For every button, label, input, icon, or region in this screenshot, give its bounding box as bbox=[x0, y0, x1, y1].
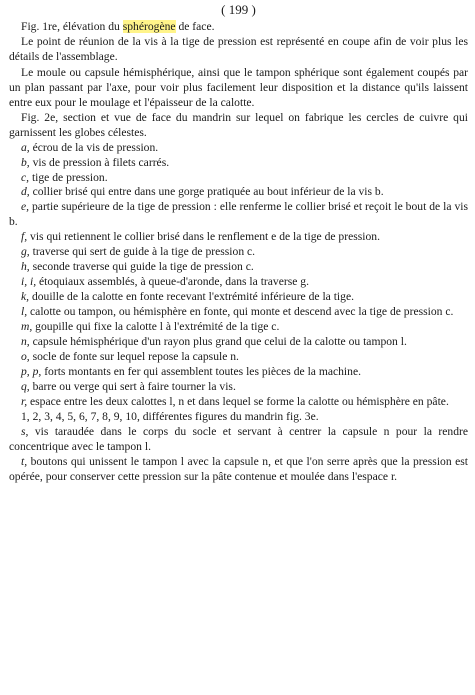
legend-letter: t, bbox=[21, 454, 28, 468]
legend-description: écrou de la vis de pression. bbox=[29, 140, 159, 154]
legend-description: barre ou verge qui sert à faire tourner la vis. bbox=[29, 379, 236, 393]
legend-letter: a, bbox=[21, 140, 30, 154]
legend-item bbox=[9, 425, 468, 455]
page-number: ( 199 ) bbox=[221, 2, 256, 17]
legend-description: goupille qui fixe la calotte l à l'extrémité de la tige c. bbox=[32, 320, 280, 334]
legend-item bbox=[9, 245, 468, 260]
legend-item bbox=[9, 141, 468, 156]
legend-letter: c, bbox=[21, 170, 30, 184]
legend-description: traverse qui sert de guide à la tige de pression c. bbox=[29, 245, 256, 259]
paragraph-moule: Le moule ou capsule hémisphérique, ainsi que le tampon sphérique sont également coupés par un plan passant par l'axe, pour voir plus facilement leur disposition et la distance qu'ils laissent entre eux pour le moulage et l'épaisseur de la calotte. bbox=[9, 65, 468, 109]
legend-description: étoquiaux assemblés, à queue-d'aronde, dans la traverse g. bbox=[36, 275, 309, 289]
legend-item bbox=[9, 156, 468, 171]
legend-letter: k, bbox=[21, 290, 30, 304]
legend-letter: m, bbox=[21, 320, 33, 334]
legend-letter: p, p, bbox=[21, 364, 42, 378]
legend-item bbox=[9, 320, 468, 335]
legend-description: vis qui retiennent le collier brisé dans le renflement e de la tige de pression. bbox=[27, 230, 380, 244]
legend-item bbox=[9, 275, 468, 290]
paragraph-fig2: Fig. 2e, section et vue de face du mandrin sur lequel on fabrique les cercles de cuivre qui garnissent les globes célestes. bbox=[9, 110, 468, 139]
legend-item bbox=[9, 350, 468, 365]
legend-description: vis taraudée dans le corps du socle et servant à centrer la capsule n pour la rendre concentrique avec le tampon l. bbox=[9, 424, 468, 453]
legend-description: seconde traverse qui guide la tige de pression c. bbox=[29, 260, 254, 274]
legend-letter: f, bbox=[21, 230, 28, 244]
highlighted-word: sphérogène bbox=[122, 20, 176, 33]
legend-description: espace entre les deux calottes l, n et dans lequel se forme la calotte ou hémisphère en pâte. bbox=[27, 394, 449, 408]
legend-item bbox=[9, 305, 468, 320]
legend-letter: o, bbox=[21, 349, 30, 363]
legend-description: collier brisé qui entre dans une gorge pratiquée au bout inférieur de la vis b. bbox=[29, 185, 384, 199]
legend-description: partie supérieure de la tige de pression : elle renferme le collier brisé et reçoit le bout de la vis b. bbox=[9, 200, 468, 229]
legend-letter: q, bbox=[21, 379, 30, 393]
legend-letter: b, bbox=[21, 155, 30, 169]
legend-item bbox=[9, 260, 468, 275]
fig1-caption bbox=[9, 20, 468, 35]
legend-letter: h, bbox=[21, 260, 30, 274]
legend-letter: l, bbox=[21, 305, 28, 319]
legend-item bbox=[9, 200, 468, 230]
legend-list bbox=[9, 141, 468, 410]
legend-description: douille de la calotte en fonte recevant l'extrémité inférieure de la tige. bbox=[29, 290, 354, 304]
legend-letter: e, bbox=[21, 200, 30, 214]
legend-item bbox=[9, 365, 468, 380]
legend-item bbox=[9, 171, 468, 186]
legend-letter: r, bbox=[21, 394, 28, 408]
document-page bbox=[9, 2, 468, 485]
legend-letter: g, bbox=[21, 245, 30, 259]
legend-letter: n, bbox=[21, 335, 30, 349]
legend-item bbox=[9, 185, 468, 200]
legend-description: vis de pression à filets carrés. bbox=[29, 155, 170, 169]
legend-description: capsule hémisphérique d'un rayon plus grand que celui de la calotte ou tampon l. bbox=[29, 335, 407, 349]
legend-item bbox=[9, 455, 468, 485]
legend-letter: s, bbox=[21, 424, 29, 438]
legend-description: forts montants en fer qui assemblent toutes les pièces de la machine. bbox=[41, 364, 361, 378]
legend-letter: i, i, bbox=[21, 275, 37, 289]
fig1-text-before: élévation du bbox=[59, 20, 123, 33]
legend-letter: d, bbox=[21, 185, 30, 199]
paragraph-reunion: Le point de réunion de la vis à la tige de pression est représenté en coupe afin de voir plus les détails de l'assemblage. bbox=[9, 34, 468, 63]
legend-tail-list bbox=[9, 425, 468, 485]
legend-item bbox=[9, 230, 468, 245]
legend-description: calotte ou tampon, ou hémisphère en fonte, qui monte et descend avec la tige de pression c. bbox=[27, 305, 454, 319]
legend-description: tige de pression. bbox=[29, 170, 108, 184]
legend-item bbox=[9, 395, 468, 410]
legend-item bbox=[9, 290, 468, 305]
legend-item bbox=[9, 335, 468, 350]
fig1-text-after: de face. bbox=[175, 20, 215, 33]
fig1-label: Fig. 1re, bbox=[21, 20, 60, 33]
numbers-line: 1, 2, 3, 4, 5, 6, 7, 8, 9, 10, différentes figures du mandrin fig. 3e. bbox=[21, 409, 319, 423]
legend-description: boutons qui unissent le tampon l avec la capsule n, et que l'on serre après que la pression est opérée, pour conserver cette pression sur la pâte contenue et moulée dans l'espace r. bbox=[9, 454, 468, 483]
legend-item bbox=[9, 380, 468, 395]
legend-description: socle de fonte sur lequel repose la capsule n. bbox=[29, 349, 239, 363]
